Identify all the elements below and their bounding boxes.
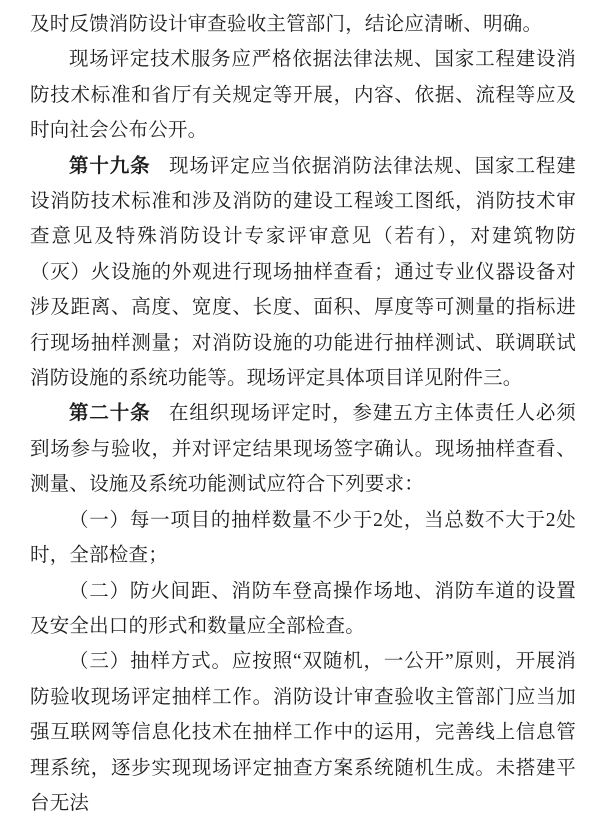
body-paragraph: （二）防火间距、消防车登高操作场地、消防车道的设置及安全出口的形式和数量应全部检查。 — [30, 580, 576, 637]
article-paragraph: 第二十条 在组织现场评定时，参建五方主体责任人必须到场参与验收，并对评定结果现场签字确认。现场抽样查看、测量、设施及系统功能测试应符合下列要求： — [30, 403, 576, 496]
article-number: 第二十条 — [69, 403, 151, 425]
article-number: 第十九条 — [69, 155, 151, 177]
body-paragraph: 及时反馈消防设计审查验收主管部门，结论应清晰、明确。 — [30, 14, 543, 35]
document-content — [30, 7, 576, 821]
body-paragraph: （三）抽样方式。应按照“双随机，一公开”原则，开展消防验收现场评定抽样工作。消防设计审查验收主管部门应当加强互联网等信息化技术在抽样工作中的运用，完善线上信息管理系统，逐步实现现场评定抽查方案系统随机生成。未搭建平台无法 — [30, 651, 576, 814]
body-paragraph: （一）每一项目的抽样数量不少于2处，当总数不大于2处时，全部检查； — [30, 509, 576, 567]
article-paragraph: 第十九条 现场评定应当依据消防法律法规、国家工程建设消防技术标准和涉及消防的建设工程竣工图纸，消防技术审查意见及特殊消防设计专家评审意见（若有），对建筑物防（灭）火设施的外观进行现场抽样查看；通过专业仪器设备对涉及距离、高度、宽度、长度、面积、厚度等可测量的指标进行现场抽样测量；对消防设施的功能进行抽样测试、联调联试消防设施的系统功能等。现场评定具体项目详见附件三。 — [30, 155, 576, 390]
body-paragraph: 现场评定技术服务应严格依据法律法规、国家工程建设消防技术标准和省厅有关规定等开展，内容、依据、流程等应及时向社会公布公开。 — [30, 49, 576, 142]
